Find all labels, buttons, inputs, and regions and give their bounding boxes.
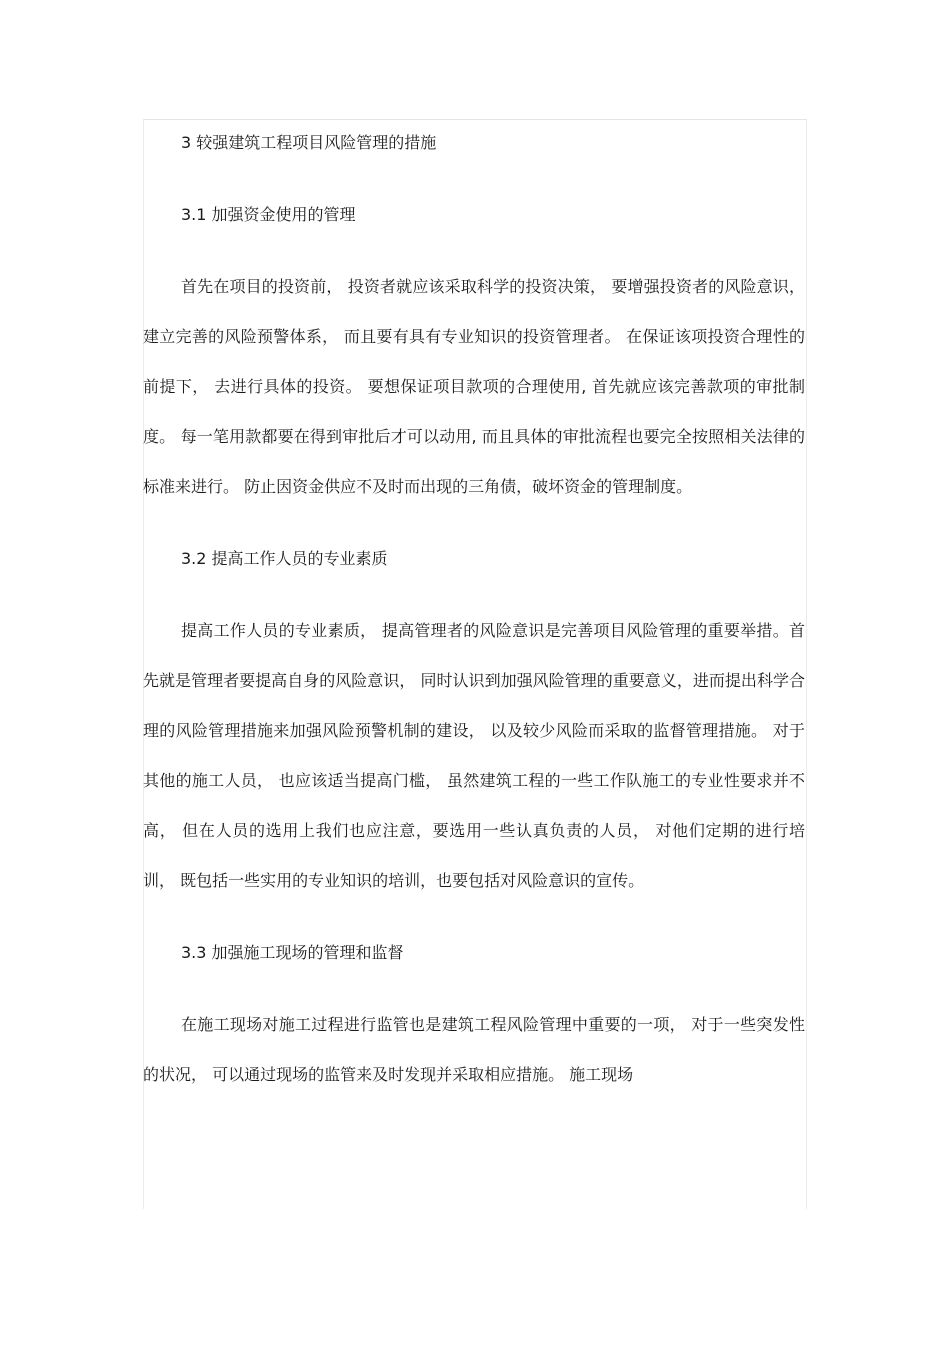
section-heading-3-1: 3.1 加强资金使用的管理 [181, 205, 356, 224]
document-body [143, 119, 805, 1100]
section-paragraph-3-3: 在施工现场对施工过程进行监管也是建筑工程风险管理中重要的一项， 对于一些突发性的状况， 可以通过现场的监管来及时发现并采取相应措施。 施工现场 [143, 1015, 805, 1084]
chapter-heading: 3 较强建筑工程项目风险管理的措施 [181, 133, 437, 152]
section-paragraph-3-2: 提高工作人员的专业素质， 提高管理者的风险意识是完善项目风险管理的重要举措。首先就是管理者要提高自身的风险意识， 同时认识到加强风险管理的重要意义，进而提出科学合理的风险管理措施来加强风险预警机制的建设， 以及较少风险而采取的监督管理措施。 对于其他的施工人员， 也应该适当提高门槛， 虽然建筑工程的一些工作队施工的专业性要求并不高， 但在人员的选用上我们也应注意，要选用一些认真负责的人员， 对他们定期的进行培训， 既包括一些实用的专业知识的培训，也要包括对风险意识的宣传。 [143, 621, 805, 890]
section-heading-3-2: 3.2 提高工作人员的专业素质 [181, 549, 388, 568]
section-heading-3-3: 3.3 加强施工现场的管理和监督 [181, 943, 404, 962]
section-paragraph-3-1: 首先在项目的投资前， 投资者就应该采取科学的投资决策， 要增强投资者的风险意识， 建立完善的风险预警体系， 而且要有具有专业知识的投资管理者。 在保证该项投资合理性的前提下， 去进行具体的投资。 要想保证项目款项的合理使用, 首先就应该完善款项的审批制度。 每一笔用款都要在得到审批后才可以动用, 而且具体的审批流程也要完全按照相关法律的标准来进行。 防止因资金供应不及时而出现的三角债，破坏资金的管理制度。 [143, 277, 805, 496]
